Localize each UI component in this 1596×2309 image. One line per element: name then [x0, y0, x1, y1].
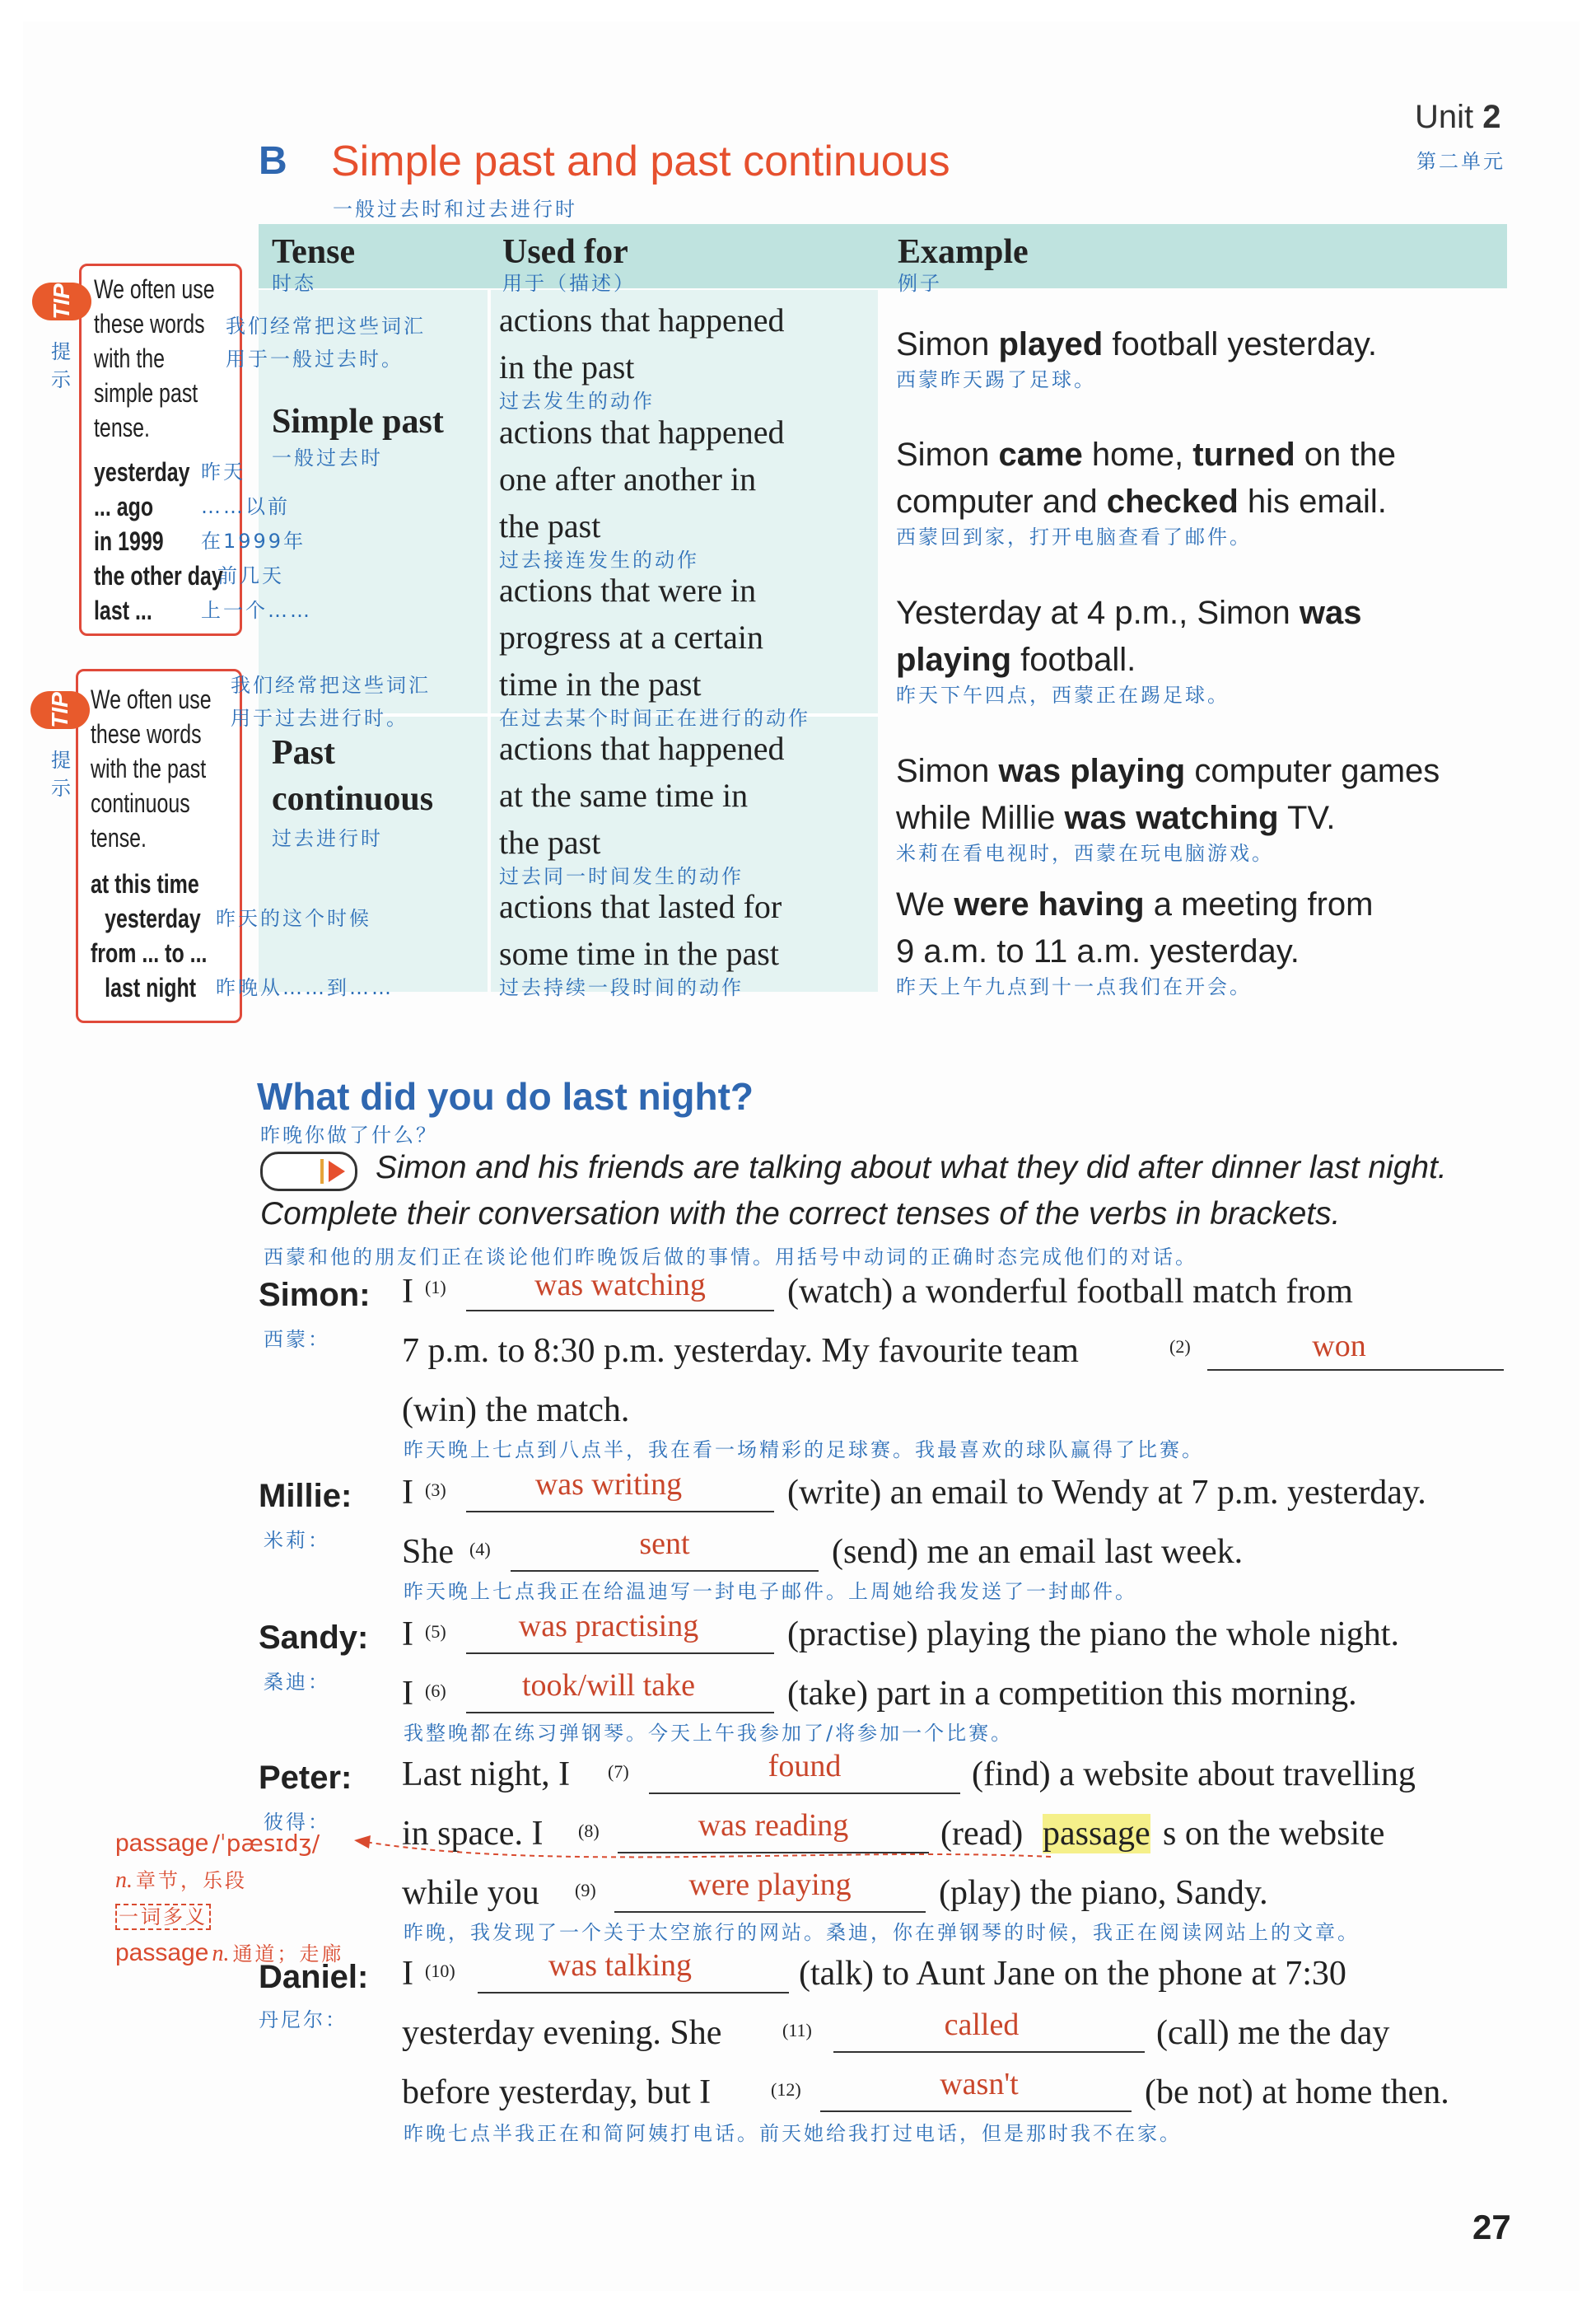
used-row-2-line: the past	[499, 507, 601, 545]
simon-line-1b: (watch) a wonderful football match from	[787, 1273, 1353, 1311]
tip-word: the other day	[94, 561, 223, 591]
example-text: computer and	[896, 484, 1107, 520]
tense-past-continuous-cn: 过去进行时	[272, 827, 383, 850]
tip-word: from ... to ...	[91, 938, 208, 968]
example-text: TV.	[1278, 800, 1336, 836]
answer-7: found	[768, 1749, 842, 1783]
tense-past-continuous	[272, 730, 433, 851]
tip-line: with the	[94, 344, 166, 373]
used-row-3-cn: 在过去某个时间正在进行的动作	[499, 707, 810, 730]
millie-line-1b: (write) an email to Wendy at 7 p.m. yesterday.	[787, 1474, 1426, 1512]
answer-1: was watching	[534, 1268, 706, 1302]
used-row-4-line: the past	[499, 824, 601, 861]
millie-line-2a: She	[402, 1533, 454, 1571]
tip-word-row	[94, 489, 312, 524]
answer-4: sent	[639, 1526, 690, 1561]
tip-1-cn-line: 我们经常把这些词汇	[226, 315, 426, 338]
vocab-meaning-2: 通道；走廊	[232, 1942, 344, 1965]
blank-num-3: (3)	[425, 1479, 446, 1500]
blank-num-1: (1)	[425, 1277, 446, 1297]
unit-label	[1415, 99, 1501, 136]
speaker-sandy-cn: 桑迪：	[264, 1671, 330, 1694]
peter-line-3a: while you	[402, 1874, 539, 1912]
sandy-line-2b: (take) part in a competition this morning.	[787, 1675, 1357, 1713]
answer-5: was practising	[518, 1609, 699, 1643]
tip-word-cn: 在1999年	[201, 530, 306, 553]
vocab-link-arrowhead	[354, 1835, 371, 1849]
example-cn: 昨天下午四点，西蒙正在踢足球。	[896, 684, 1230, 707]
speaker-sandy: Sandy:	[259, 1620, 369, 1656]
tip-word-row	[94, 559, 312, 593]
millie-line-1a: I	[402, 1474, 413, 1512]
tip-line: these words	[94, 309, 205, 339]
passage-highlight[interactable]: passage	[1043, 1815, 1150, 1853]
vocab-line-1	[115, 1827, 343, 1864]
tip-2-text	[91, 682, 245, 855]
tip-1-words	[94, 455, 312, 628]
used-row-2-cn: 过去接连发生的动作	[499, 549, 699, 572]
example-text: football yesterday.	[1103, 326, 1377, 362]
vocab-pos-2: n.	[212, 1941, 230, 1966]
example-line	[896, 432, 1396, 479]
section-title: Simple past and past continuous	[331, 138, 950, 185]
example-text: football.	[1011, 642, 1136, 678]
used-row-2	[499, 409, 785, 571]
page-number: 27	[1472, 2208, 1511, 2246]
example-text: while Millie	[896, 800, 1065, 836]
blank-num-9: (9)	[575, 1880, 596, 1900]
unit-label-cn: 第二单元	[1416, 150, 1505, 173]
speaker-peter: Peter:	[259, 1760, 352, 1796]
play-arrow-icon	[329, 1161, 345, 1182]
used-row-1	[499, 297, 785, 412]
tip-word-cn: 上一个……	[201, 599, 312, 622]
example-row-5	[896, 881, 1373, 998]
tip-1-cn	[226, 310, 426, 376]
example-line	[896, 479, 1396, 526]
example-verb: was watching	[1064, 800, 1279, 836]
tense-simple-past-cn: 一般过去时	[272, 446, 383, 470]
vocab-line-3	[115, 1900, 343, 1937]
table-header-bg	[259, 224, 1507, 288]
tip-word-cn: 昨天	[201, 460, 245, 484]
vocab-word: passage	[115, 1830, 209, 1857]
tip-word: yesterday	[94, 457, 190, 487]
vocab-pos: n.	[115, 1867, 133, 1893]
tip-word: in 1999	[94, 526, 164, 556]
simon-line-1a: I	[402, 1273, 413, 1311]
section-letter: B	[259, 139, 287, 183]
exercise-title: What did you do last night?	[257, 1075, 754, 1118]
tip-word: last ...	[94, 596, 152, 625]
sandy-line-1a: I	[402, 1615, 413, 1653]
tip-line: simple past	[94, 378, 198, 408]
example-cn: 西蒙昨天踢了足球。	[896, 368, 1096, 391]
example-cn: 米莉在看电视时，西蒙在玩电脑游戏。	[896, 842, 1274, 865]
used-row-5-cn: 过去持续一段时间的动作	[499, 976, 744, 999]
tip-badge-1: TIP	[32, 283, 91, 320]
used-row-1-line: actions that happened	[499, 301, 785, 339]
example-verb: was	[1299, 595, 1362, 631]
tip-word-cn: 前几天	[217, 564, 284, 587]
answer-8: was reading	[698, 1808, 849, 1843]
header-used-cn: 用于（描述）	[502, 272, 636, 295]
answer-10: was talking	[548, 1948, 693, 1983]
speaker-simon-cn: 西蒙：	[264, 1328, 330, 1351]
tip-word: ... ago	[94, 492, 154, 521]
unit-number: 2	[1482, 99, 1501, 135]
blank-num-4: (4)	[469, 1539, 491, 1559]
blank-num-10: (10)	[425, 1961, 455, 1981]
tip-line: with the past	[91, 754, 207, 783]
used-row-3-line: time in the past	[499, 666, 702, 703]
used-row-5-line: some time in the past	[499, 935, 779, 972]
exercise-title-cn: 昨晚你做了什么？	[260, 1124, 438, 1147]
tip-word-row	[94, 455, 312, 489]
tip-word-cn: 昨天的这个时候	[216, 907, 371, 930]
tip-word: last night	[105, 973, 197, 1003]
tense-past-continuous-label1: Past	[272, 734, 335, 772]
example-row-1	[896, 321, 1377, 391]
section-title-cn: 一般过去时和过去进行时	[333, 198, 577, 221]
used-row-2-line: actions that happened	[499, 414, 785, 451]
peter-line-2a: in space. I	[402, 1815, 544, 1853]
used-row-4-line: actions that happened	[499, 730, 785, 767]
example-text: his email.	[1238, 484, 1387, 520]
blank-num-6: (6)	[425, 1680, 446, 1701]
play-arrow-bar	[320, 1159, 324, 1184]
sandy-line-1b: (practise) playing the piano the whole night.	[787, 1615, 1399, 1653]
tense-simple-past-label: Simple past	[272, 403, 444, 441]
header-used-for	[502, 232, 636, 296]
answer-3: was writing	[534, 1467, 683, 1502]
tip-2-cn-line: 我们经常把这些词汇	[231, 674, 431, 697]
vocab-phonetic: /ˈpæsɪdʒ/	[212, 1830, 320, 1857]
peter-line-1a: Last night, I	[402, 1755, 571, 1793]
header-example	[898, 232, 1029, 296]
used-row-2-line: one after another in	[499, 460, 757, 498]
example-line	[896, 748, 1440, 795]
used-row-1-cn: 过去发生的动作	[499, 390, 655, 413]
tip-2-words	[91, 867, 394, 1005]
example-line	[896, 881, 1373, 928]
vocab-word-2: passage	[115, 1939, 209, 1966]
tip-line: these words	[91, 719, 202, 749]
tip-word-row	[91, 901, 394, 936]
example-line	[896, 637, 1362, 684]
tense-past-continuous-label2: continuous	[272, 780, 434, 818]
example-row-3	[896, 590, 1362, 707]
vocab-tag: 一词多义	[115, 1904, 211, 1930]
vocab-meaning: 章节，乐段	[136, 1869, 247, 1892]
example-verb: played	[998, 326, 1104, 362]
tip-word-row	[91, 867, 394, 901]
used-row-3-line: progress at a certain	[499, 619, 763, 656]
example-verb: turned	[1192, 437, 1295, 473]
tip-word: yesterday	[105, 904, 201, 933]
example-text: a meeting from	[1144, 886, 1374, 923]
blank-num-8: (8)	[578, 1821, 600, 1841]
used-row-4-cn: 过去同一时间发生的动作	[499, 865, 744, 888]
answer-11: called	[944, 2008, 1020, 2042]
blank-num-5: (5)	[425, 1621, 446, 1642]
simon-line-2a: 7 p.m. to 8:30 p.m. yesterday. My favourite team	[402, 1332, 1079, 1370]
tip-line: tense.	[91, 823, 147, 853]
example-text: Simon	[896, 753, 999, 789]
tip-word-row	[91, 936, 394, 970]
tip-word-row	[94, 524, 312, 559]
daniel-cn: 昨晚七点半我正在和简阿姨打电话。前天她给我打过电话，但是那时我不在家。	[404, 2122, 1182, 2145]
header-tense-cn: 时态	[272, 272, 316, 295]
daniel-line-1a: I	[402, 1955, 413, 1993]
speaker-millie-cn: 米莉：	[264, 1529, 330, 1552]
vocab-note	[115, 1827, 343, 1974]
example-cn: 昨天上午九点到十一点我们在开会。	[896, 975, 1252, 998]
used-row-5-line: actions that lasted for	[499, 888, 782, 925]
example-verb: was playing	[998, 753, 1186, 789]
tip-badge-1-cn-text: 提示	[51, 340, 73, 391]
peter-line-2d: s on the website	[1163, 1815, 1385, 1853]
peter-line-1b: (find) a website about travelling	[972, 1755, 1416, 1793]
simon-line-3: (win) the match.	[402, 1391, 630, 1429]
example-line	[896, 795, 1440, 842]
listening-icon	[260, 1152, 357, 1191]
daniel-line-2a: yesterday evening. She	[402, 2014, 722, 2052]
speaker-millie: Millie:	[259, 1478, 352, 1514]
example-cn: 西蒙回到家，打开电脑查看了邮件。	[896, 526, 1252, 549]
example-text: computer games	[1185, 753, 1440, 789]
used-row-4-line: at the same time in	[499, 777, 749, 814]
tip-line: continuous	[91, 788, 190, 818]
millie-cn: 昨天晚上七点我正在给温迪写一封电子邮件。上周她给我发送了一封邮件。	[404, 1580, 1137, 1603]
tip-word: at this time	[91, 869, 199, 899]
sandy-line-2a: I	[402, 1675, 413, 1713]
tip-word-row	[91, 970, 394, 1005]
simon-cn: 昨天晚上七点到八点半，我在看一场精彩的足球赛。我最喜欢的球队赢得了比赛。	[404, 1438, 1204, 1461]
millie-line-2b: (send) me an email last week.	[832, 1533, 1244, 1571]
tip-word-cn: 昨晚从……到……	[216, 976, 394, 999]
blank-num-7: (7)	[608, 1761, 629, 1782]
peter-cn: 昨晚，我发现了一个关于太空旅行的网站。桑迪，你在弹钢琴的时候，我正在阅读网站上的文章。	[404, 1921, 1360, 1944]
example-line	[896, 321, 1377, 368]
example-text: Simon	[896, 326, 999, 362]
example-text: 9 a.m. to 11 a.m. yesterday.	[896, 933, 1300, 970]
tip-word-row	[94, 593, 312, 628]
peter-line-3b: (play) the piano, Sandy.	[939, 1874, 1268, 1912]
answer-9: were playing	[688, 1867, 852, 1902]
used-row-4	[499, 725, 785, 887]
tip-line: We often use	[91, 685, 212, 714]
daniel-line-3b: (be not) at home then.	[1145, 2073, 1449, 2111]
tip-badge-2: TIP	[30, 691, 90, 729]
instruction-line-1: Simon and his friends are talking about what they did after dinner last night.	[376, 1150, 1447, 1185]
header-example-cn: 例子	[898, 272, 942, 295]
example-verb: playing	[896, 642, 1012, 678]
daniel-line-2b: (call) me the day	[1156, 2014, 1390, 2052]
used-row-1-line: in the past	[499, 348, 635, 386]
speaker-daniel: Daniel:	[259, 1959, 369, 1995]
daniel-line-3a: before yesterday, but I	[402, 2073, 712, 2111]
blank-num-12: (12)	[771, 2079, 801, 2100]
tip-badge-2-cn	[51, 746, 76, 802]
example-text: We	[896, 886, 954, 923]
tip-line: tense.	[94, 413, 150, 442]
example-line	[896, 928, 1373, 975]
header-tense-label: Tense	[272, 233, 356, 271]
example-text: Yesterday at 4 p.m., Simon	[896, 595, 1300, 631]
example-line	[896, 590, 1362, 637]
speaker-peter-cn: 彼得：	[264, 1811, 330, 1834]
daniel-line-1b: (talk) to Aunt Jane on the phone at 7:30	[799, 1955, 1346, 1993]
example-row-2	[896, 432, 1396, 549]
speaker-simon: Simon:	[259, 1277, 371, 1313]
example-text: on the	[1295, 437, 1396, 473]
tip-2-cn	[231, 669, 431, 735]
answer-12: wasn't	[940, 2067, 1019, 2101]
used-row-3-line: actions that were in	[499, 572, 757, 609]
answer-6: took/will take	[521, 1668, 696, 1703]
used-row-3	[499, 567, 810, 729]
example-text: Simon	[896, 437, 999, 473]
header-tense	[272, 232, 355, 296]
used-row-5	[499, 883, 782, 998]
tip-1-cn-line: 用于一般过去时。	[226, 348, 404, 371]
vocab-line-2	[115, 1864, 343, 1900]
vocab-link-line	[366, 1842, 1051, 1857]
answer-2: won	[1312, 1329, 1366, 1363]
blank-num-11: (11)	[782, 2020, 812, 2040]
blank-num-2: (2)	[1169, 1336, 1191, 1357]
speaker-daniel-cn: 丹尼尔：	[259, 2008, 348, 2031]
example-verb: were having	[954, 886, 1145, 923]
example-verb: checked	[1106, 484, 1239, 520]
instruction-line-2: Complete their conversation with the correct tenses of the verbs in brackets.	[260, 1196, 1341, 1232]
header-used-label: Used for	[502, 233, 628, 271]
tip-badge-1-cn	[51, 338, 76, 394]
example-verb: came	[998, 437, 1083, 473]
unit-word: Unit	[1415, 99, 1474, 135]
example-row-4	[896, 748, 1440, 865]
vocab-link-arrow	[346, 1822, 1054, 1872]
peter-line-2b: (read)	[940, 1815, 1024, 1853]
vocab-line-4	[115, 1937, 343, 1974]
tip-badge-2-cn-text: 提示	[51, 749, 73, 800]
tip-word-cn: ……以前	[201, 495, 290, 518]
sandy-cn: 我整晚都在练习弹钢琴。今天上午我参加了/将参加一个比赛。	[404, 1722, 1014, 1745]
tip-line: We often use	[94, 274, 215, 304]
example-text: home,	[1082, 437, 1193, 473]
instruction-cn: 西蒙和他的朋友们正在谈论他们昨晚饭后做的事情。用括号中动词的正确时态完成他们的对话。	[264, 1246, 1197, 1269]
tip-2-cn-line: 用于过去进行时。	[231, 707, 408, 730]
header-example-label: Example	[898, 233, 1029, 271]
